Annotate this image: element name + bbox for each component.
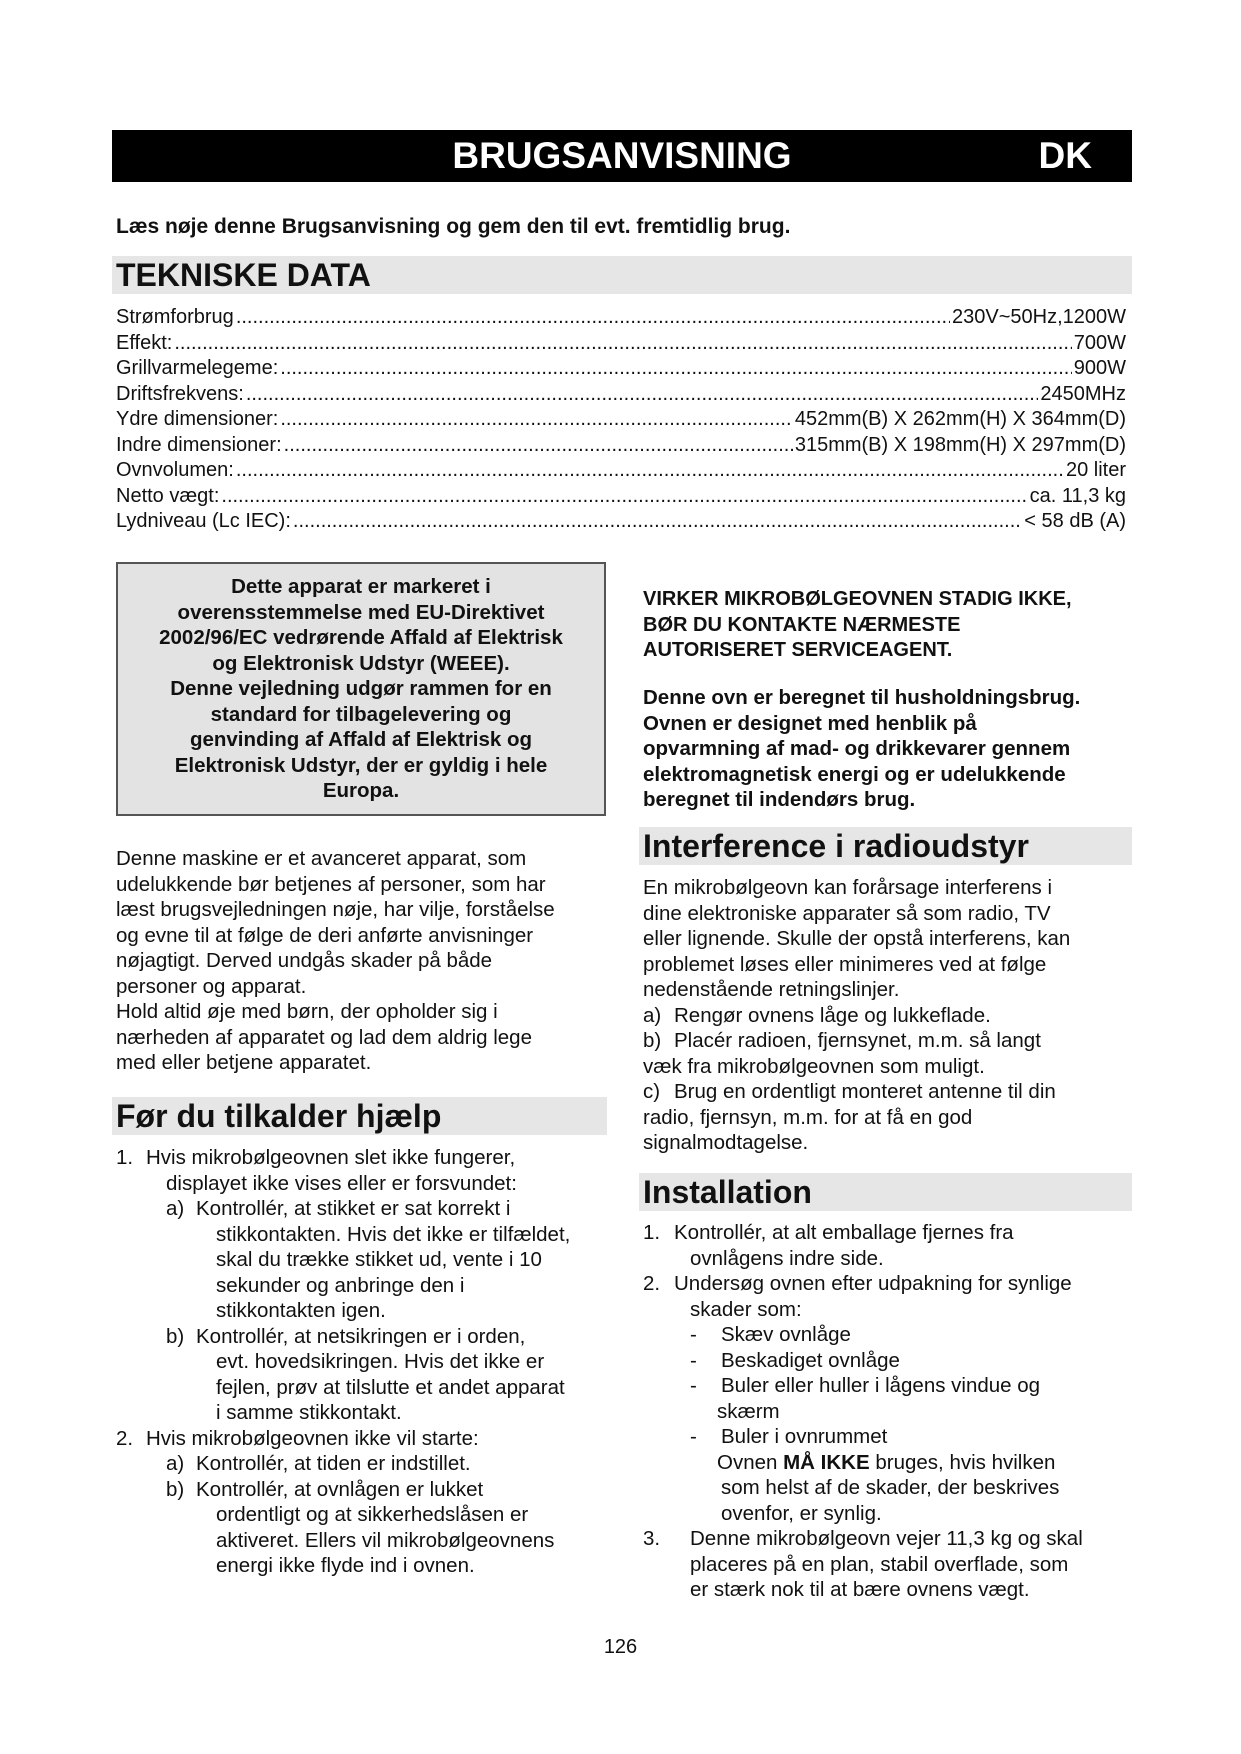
interference-section-title: Interference i radioudstyr: [639, 827, 1132, 865]
spec-row: [116, 331, 1126, 357]
list-text: nedenstående retningslinjer.: [643, 978, 900, 1001]
spec-dots: [280, 407, 793, 433]
list-marker: -: [690, 1374, 697, 1397]
list-line: [116, 1528, 616, 1554]
list-text: skal du trække stikket ud, vente i 10: [216, 1248, 542, 1271]
notice-line: genvinding af Affald af Elektrisk og: [189, 728, 533, 751]
household-notice: [643, 685, 1133, 813]
list-line: [643, 1003, 1133, 1029]
list-text: aktiveret. Ellers vil mikrobølgeovnens: [216, 1528, 555, 1552]
spec-dots: [280, 356, 1071, 382]
spec-value: ca. 11,3 kg: [1029, 484, 1126, 507]
service-line: BØR DU KONTAKTE NÆRMESTE: [643, 613, 961, 636]
spec-label: Driftsfrekvens:: [116, 382, 244, 405]
spec-dots: [221, 484, 1027, 510]
list-text: evt. hovedsikringen. Hvis det ikke er: [216, 1350, 545, 1373]
spec-value: < 58 dB (A): [1024, 510, 1126, 532]
installation-list: [643, 1220, 1133, 1603]
notice-line: 2002/96/EC vedrørende Affald af Elektrisk: [159, 626, 563, 649]
warning-post: bruges, hvis hvilken: [875, 1450, 1056, 1474]
list-line: [116, 1222, 616, 1248]
household-line: beregnet til indendørs brug.: [643, 788, 916, 811]
paragraph-line: udelukkende bør betjenes af personer, som har: [116, 872, 546, 896]
list-text: skader som:: [690, 1297, 802, 1321]
list-marker: -: [690, 1425, 697, 1448]
spec-label: Ovnvolumen:: [116, 459, 234, 481]
household-line: elektromagnetisk energi og er udelukkende: [643, 762, 1066, 786]
list-line: [116, 1171, 616, 1197]
list-text: Hvis mikrobølgeovnen slet ikke fungerer,: [146, 1146, 516, 1169]
tech-data-title: TEKNISKE DATA: [112, 256, 1132, 294]
spec-dots: [236, 458, 1064, 484]
list-text: ovnlågens indre side.: [690, 1246, 884, 1270]
list-text: væk fra mikrobølgeovnen som muligt.: [643, 1054, 985, 1078]
spec-list: [116, 305, 1126, 535]
list-line: [643, 1424, 1133, 1450]
list-text: Undersøg ovnen efter udpakning for synlige: [674, 1272, 1072, 1295]
list-marker: 2.: [643, 1272, 661, 1295]
list-line: [643, 1105, 1133, 1131]
list-line: [643, 926, 1133, 952]
list-line: [643, 1246, 1133, 1272]
spec-dots: [293, 509, 1022, 535]
notice-line: og Elektronisk Udstyr (WEEE).: [212, 651, 510, 675]
installation-warning: [643, 1450, 1133, 1476]
list-text: displayet ikke vises eller er forsvundet:: [166, 1171, 517, 1195]
list-text: eller lignende. Skulle der opstå interferens, kan: [643, 927, 1071, 950]
spec-label: Grillvarmelegeme:: [116, 357, 279, 379]
spec-label: Ydre dimensioner:: [116, 408, 279, 430]
list-line: [116, 1349, 616, 1375]
list-marker: b): [643, 1029, 662, 1052]
header-title: BRUGSANVISNING: [452, 135, 792, 176]
help-section-title: Før du tilkalder hjælp: [112, 1097, 607, 1135]
paragraph-line: og evne til at følge de deri anførte anvisninger: [116, 923, 534, 947]
paragraph-line: nærheden af apparatet og lad dem aldrig lege: [116, 1025, 532, 1049]
list-line: [116, 1273, 616, 1299]
list-line: [643, 1054, 1133, 1080]
list-line: [643, 1373, 1133, 1399]
list-line: [643, 977, 1133, 1003]
household-line: Denne ovn er beregnet til husholdningsbrug.: [643, 686, 1081, 709]
intro-text: Læs nøje denne Brugsanvisning og gem den til evt. fremtidlig brug.: [116, 215, 791, 238]
paragraph-line: Hold altid øje med børn, der opholder sig i: [116, 1000, 498, 1023]
list-text: Buler eller huller i lågens vindue og: [721, 1374, 1041, 1397]
list-text: fejlen, prøv at tilslutte et andet apparat: [216, 1375, 565, 1399]
list-text: Placér radioen, fjernsynet, m.m. så langt: [674, 1029, 1041, 1052]
service-notice: [643, 587, 1133, 664]
list-marker: 1.: [643, 1221, 661, 1244]
list-text: Beskadiget ovnlåge: [721, 1348, 900, 1372]
list-text: Kontrollér, at tiden er indstillet.: [196, 1452, 471, 1475]
spec-dots: [174, 331, 1071, 357]
paragraph-line: Denne maskine er et avanceret apparat, som: [116, 847, 527, 870]
list-line: [643, 875, 1133, 901]
list-line: [116, 1451, 616, 1477]
spec-value: 2450MHz: [1040, 382, 1126, 405]
list-text: sekunder og anbringe den i: [216, 1273, 465, 1297]
list-marker: a): [166, 1197, 185, 1220]
spec-label: Strømforbrug: [116, 306, 234, 328]
list-line: [643, 1028, 1133, 1054]
page-header-bar: [112, 130, 1132, 182]
spec-value: 315mm(B) X 198mm(H) X 297mm(D): [794, 433, 1126, 456]
service-line: AUTORISERET SERVICEAGENT.: [643, 639, 953, 661]
notice-line: Europa.: [322, 779, 400, 802]
warning-pre: Ovnen: [717, 1450, 778, 1474]
list-text: placeres på en plan, stabil overflade, som: [690, 1552, 1069, 1576]
list-marker: 3.: [643, 1527, 661, 1550]
list-marker: -: [690, 1348, 697, 1372]
spec-row: [116, 484, 1126, 510]
list-text: i samme stikkontakt.: [216, 1401, 402, 1424]
spec-value: 700W: [1073, 331, 1126, 354]
list-text: Kontrollér, at alt emballage fjernes fra: [674, 1221, 1014, 1244]
notice-line: Dette apparat er markeret i: [231, 575, 491, 598]
list-line: [116, 1375, 616, 1401]
list-line: [643, 901, 1133, 927]
list-line: [643, 1348, 1133, 1374]
list-marker: b): [166, 1477, 185, 1501]
list-line: [643, 1322, 1133, 1348]
notice-line: Elektronisk Udstyr, der er gyldig i hele: [174, 753, 548, 777]
list-text: signalmodtagelse.: [643, 1131, 809, 1154]
household-line: opvarmning af mad- og drikkevarer gennem: [643, 737, 1071, 760]
list-marker: b): [166, 1324, 185, 1348]
list-line: [116, 1426, 616, 1452]
spec-row: [116, 356, 1126, 382]
weee-notice-box: [116, 562, 606, 816]
spec-row: [116, 458, 1126, 484]
language-code: DK: [1038, 135, 1092, 176]
list-line: [643, 952, 1133, 978]
notice-line: overensstemmelse med EU-Direktivet: [177, 600, 545, 624]
list-line: [643, 1130, 1133, 1156]
list-line: [643, 1577, 1133, 1603]
spec-value: 20 liter: [1065, 459, 1126, 481]
list-text: Kontrollér, at stikket er sat korrekt i: [196, 1197, 511, 1220]
spec-dots: [284, 433, 793, 459]
list-text: problemet løses eller minimeres ved at følge: [643, 952, 1047, 976]
list-text: Denne mikrobølgeovn vejer 11,3 kg og skal: [690, 1527, 1083, 1550]
spec-row: [116, 382, 1126, 408]
notice-line: Denne vejledning udgør rammen for en: [170, 677, 552, 700]
list-line: [643, 1271, 1133, 1297]
list-marker: -: [690, 1323, 697, 1346]
list-line: [116, 1400, 616, 1426]
spec-row: [116, 509, 1126, 535]
list-line: [116, 1477, 616, 1503]
household-line: Ovnen er designet med henblik på: [643, 711, 977, 735]
page-number: 126: [603, 1636, 638, 1658]
service-line: VIRKER MIKROBØLGEOVNEN STADIG IKKE,: [643, 588, 1072, 610]
list-text: Buler i ovnrummet: [721, 1425, 888, 1448]
list-text: stikkontakten igen.: [216, 1299, 386, 1322]
warning-line: ovenfor, er synlig.: [721, 1501, 882, 1525]
list-line: [116, 1324, 616, 1350]
list-text: ordentligt og at sikkerhedslåsen er: [216, 1503, 529, 1526]
usage-paragraph: [116, 846, 616, 1076]
paragraph-line: med eller betjene apparatet.: [116, 1051, 372, 1074]
list-text: Kontrollér, at ovnlågen er lukket: [196, 1477, 484, 1501]
list-line: [643, 1220, 1133, 1246]
list-marker: a): [166, 1452, 185, 1475]
paragraph-line: personer og apparat.: [116, 974, 307, 998]
list-line: [643, 1297, 1133, 1323]
list-line: [643, 1526, 1133, 1552]
list-text: Kontrollér, at netsikringen er i orden,: [196, 1324, 526, 1348]
list-text: radio, fjernsyn, m.m. for at få en god: [643, 1105, 973, 1129]
spec-label: Effekt:: [116, 331, 173, 354]
warning-bold: MÅ IKKE: [783, 1450, 870, 1474]
list-text: Brug en ordentligt monteret antenne til din: [674, 1080, 1056, 1103]
paragraph-line: nøjagtigt. Derved undgås skader på både: [116, 949, 493, 972]
list-line: [643, 1399, 1133, 1425]
spec-value: 900W: [1073, 357, 1126, 379]
list-marker: 2.: [116, 1426, 134, 1450]
list-line: [643, 1079, 1133, 1105]
spec-value: 452mm(B) X 262mm(H) X 364mm(D): [794, 408, 1126, 430]
interference-list: [643, 875, 1133, 1156]
list-marker: c): [643, 1080, 661, 1103]
list-line: [116, 1196, 616, 1222]
list-text: skærm: [717, 1399, 780, 1423]
list-line: [116, 1553, 616, 1579]
spec-value: 230V~50Hz,1200W: [951, 306, 1126, 328]
list-text: Skæv ovnlåge: [721, 1323, 851, 1346]
spec-row: [116, 433, 1126, 459]
notice-line: standard for tilbagelevering og: [210, 702, 512, 726]
list-line: [116, 1145, 616, 1171]
list-text: dine elektroniske apparater så som radio, TV: [643, 901, 1051, 925]
spec-row: [116, 305, 1126, 331]
warning-line: som helst af de skader, der beskrives: [721, 1476, 1060, 1499]
spec-dots: [246, 382, 1039, 408]
spec-row: [116, 407, 1126, 433]
spec-label: Netto vægt:: [116, 484, 220, 507]
list-text: energi ikke flyde ind i ovnen.: [216, 1554, 475, 1577]
list-text: En mikrobølgeovn kan forårsage interferens i: [643, 876, 1053, 899]
paragraph-line: læst brugsvejledningen nøje, har vilje, forståelse: [116, 898, 555, 921]
list-text: stikkontakten. Hvis det ikke er tilfældet,: [216, 1222, 571, 1246]
list-text: er stærk nok til at bære ovnens vægt.: [690, 1578, 1030, 1601]
list-text: Hvis mikrobølgeovnen ikke vil starte:: [146, 1426, 479, 1450]
list-line: [116, 1298, 616, 1324]
spec-label: Lydniveau (Lc IEC):: [116, 510, 291, 532]
list-marker: a): [643, 1003, 662, 1027]
help-list: [116, 1145, 616, 1579]
list-marker: 1.: [116, 1146, 134, 1169]
spec-dots: [236, 305, 950, 331]
list-line: [116, 1502, 616, 1528]
list-line: [643, 1552, 1133, 1578]
spec-label: Indre dimensioner:: [116, 433, 282, 456]
list-line: [116, 1247, 616, 1273]
installation-section-title: Installation: [639, 1173, 1132, 1211]
list-text: Rengør ovnens låge og lukkeflade.: [674, 1003, 991, 1027]
